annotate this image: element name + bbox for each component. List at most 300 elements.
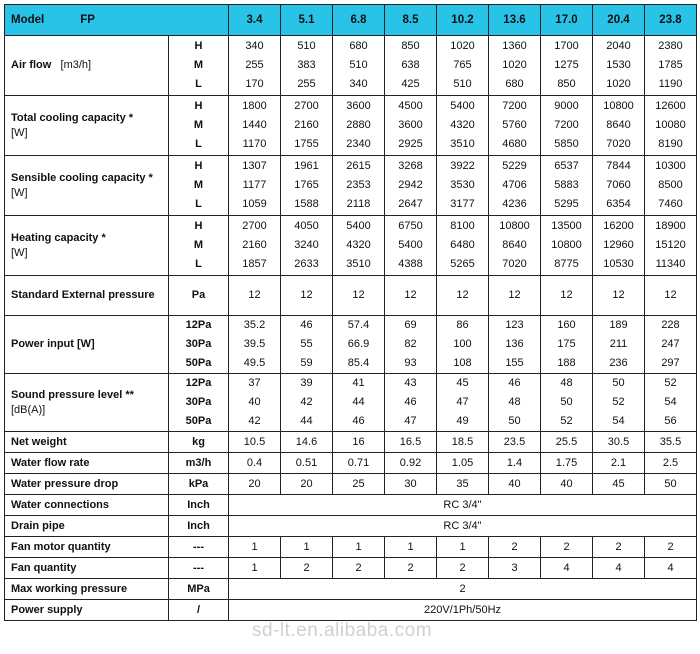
row-unit: [W] [11, 126, 28, 139]
value-cell: 3 [489, 558, 541, 579]
value: 1785 [658, 59, 683, 71]
row-label-cell [5, 156, 169, 216]
value: 3510 [450, 138, 475, 150]
value: 425 [401, 78, 420, 90]
value-cell [333, 276, 385, 316]
value-cell [229, 156, 281, 216]
value: 46 [352, 415, 365, 427]
value-cell [489, 96, 541, 156]
merged-value-cell: RC 3/4" [229, 516, 697, 537]
value-cell [281, 36, 333, 96]
row-label: Power supply [5, 600, 169, 621]
value-cell [385, 216, 437, 276]
value: 2633 [294, 258, 319, 270]
value-cell: 1 [229, 558, 281, 579]
value-cell: 1 [437, 537, 489, 558]
row-label-cell [5, 316, 169, 374]
value: 55 [300, 338, 313, 350]
row-unit: [dB(A)] [11, 403, 46, 416]
table-row [5, 316, 697, 374]
value-cell [489, 156, 541, 216]
row-label: Water flow rate [5, 453, 169, 474]
value: 10800 [551, 239, 582, 251]
value: 44 [352, 396, 365, 408]
value: 255 [297, 78, 316, 90]
value-cell [281, 316, 333, 374]
level-label: H [194, 220, 203, 232]
value: 2160 [294, 119, 319, 131]
value: 12 [612, 289, 625, 301]
value: 2160 [242, 239, 267, 251]
value-cell [385, 316, 437, 374]
row-label: Drain pipe [5, 516, 169, 537]
value-cell [489, 276, 541, 316]
value: 2615 [346, 160, 371, 172]
value: 5400 [398, 239, 423, 251]
merged-value-cell: 220V/1Ph/50Hz [229, 600, 697, 621]
value: 5883 [554, 179, 579, 191]
value: 188 [557, 357, 576, 369]
value: 6354 [606, 198, 631, 210]
value-cell: 0.4 [229, 453, 281, 474]
value-cell: 4 [541, 558, 593, 579]
value: 340 [245, 40, 264, 52]
value-cell [645, 374, 697, 432]
value: 247 [661, 338, 680, 350]
value: 59 [300, 357, 313, 369]
value-cell: 35.5 [645, 432, 697, 453]
value: 4680 [502, 138, 527, 150]
value-cell [593, 96, 645, 156]
value: 5400 [450, 100, 475, 112]
value: 35.2 [243, 319, 266, 331]
value: 52 [664, 377, 677, 389]
value: 340 [349, 78, 368, 90]
model-column-header: 3.4 [229, 5, 281, 36]
row-label: Fan quantity [5, 558, 169, 579]
value-cell: 1 [385, 537, 437, 558]
value: 4388 [398, 258, 423, 270]
value: 211 [609, 338, 628, 350]
value: 155 [505, 357, 524, 369]
value: 765 [453, 59, 472, 71]
value-cell [541, 374, 593, 432]
value-cell: 16.5 [385, 432, 437, 453]
value-cell [541, 216, 593, 276]
table-row [5, 600, 697, 621]
value-cell: 2 [437, 558, 489, 579]
value: 39 [300, 377, 313, 389]
value: 3600 [398, 119, 423, 131]
value: 1170 [242, 138, 267, 150]
value: 297 [661, 357, 680, 369]
value-cell: 1 [229, 537, 281, 558]
value: 1360 [502, 40, 527, 52]
value: 8640 [606, 119, 631, 131]
value-cell [333, 36, 385, 96]
value-cell: 2 [593, 537, 645, 558]
value: 2942 [398, 179, 423, 191]
value-cell [489, 316, 541, 374]
value: 37 [248, 377, 261, 389]
watermark: sd-lt.en.alibaba.com [252, 620, 433, 641]
table-row [5, 453, 697, 474]
value: 2925 [398, 138, 423, 150]
value: 136 [505, 338, 524, 350]
value: 638 [401, 59, 420, 71]
unit-cell: kPa [169, 474, 229, 495]
model-column-header: 6.8 [333, 5, 385, 36]
merged-value-cell: 2 [229, 579, 697, 600]
value: 2880 [346, 119, 371, 131]
value: 46 [508, 377, 521, 389]
value: 52 [612, 396, 625, 408]
model-column-header: 20.4 [593, 5, 645, 36]
level-cell [169, 156, 229, 216]
value: 7020 [502, 258, 527, 270]
value: 2700 [294, 100, 319, 112]
table-row [5, 276, 697, 316]
value-cell [541, 316, 593, 374]
value: 2380 [658, 40, 683, 52]
value: 850 [401, 40, 420, 52]
row-label: Total cooling capacity * [11, 111, 134, 124]
value: 8500 [658, 179, 683, 191]
row-unit: [m3/h] [60, 59, 92, 71]
value: 1059 [242, 198, 267, 210]
value: 1440 [242, 119, 267, 131]
value-cell [333, 316, 385, 374]
value-cell: 40 [541, 474, 593, 495]
level-cell [169, 276, 229, 316]
value-cell: 2.1 [593, 453, 645, 474]
value: 10300 [655, 160, 686, 172]
level-cell [169, 96, 229, 156]
value: 10080 [655, 119, 686, 131]
value-cell [281, 276, 333, 316]
table-row [5, 96, 697, 156]
spec-table-container [4, 4, 694, 641]
table-row [5, 558, 697, 579]
row-label: Water pressure drop [5, 474, 169, 495]
value: 1755 [294, 138, 319, 150]
value: 44 [300, 415, 313, 427]
row-label: Standard External pressure [11, 289, 155, 301]
value-cell: 14.6 [281, 432, 333, 453]
value-cell [385, 276, 437, 316]
value: 5265 [450, 258, 475, 270]
value: 175 [557, 338, 576, 350]
value-cell [645, 216, 697, 276]
value: 12 [352, 289, 365, 301]
row-label: Air flow [11, 59, 52, 71]
value: 13500 [551, 220, 582, 232]
value: 9000 [554, 100, 579, 112]
value: 1307 [242, 160, 267, 172]
value: 7200 [502, 100, 527, 112]
value: 1800 [242, 100, 267, 112]
level-label: 30Pa [185, 338, 212, 350]
value: 236 [609, 357, 628, 369]
value-cell: 2 [645, 537, 697, 558]
value-cell: 0.71 [333, 453, 385, 474]
value: 49 [456, 415, 469, 427]
table-row [5, 216, 697, 276]
value: 2040 [606, 40, 631, 52]
row-label: Sensible cooling capacity * [11, 171, 153, 184]
value-cell [437, 156, 489, 216]
value-cell: 25 [333, 474, 385, 495]
row-label: Water connections [5, 495, 169, 516]
value: 42 [300, 396, 313, 408]
value: 255 [245, 59, 264, 71]
row-label-cell [5, 276, 169, 316]
unit-cell: kg [169, 432, 229, 453]
value-cell [593, 216, 645, 276]
value: 47 [404, 415, 417, 427]
value: 5229 [502, 160, 527, 172]
value: 42 [248, 415, 261, 427]
value-cell: 25.5 [541, 432, 593, 453]
value: 12 [456, 289, 469, 301]
value: 7460 [658, 198, 683, 210]
unit-cell: / [169, 600, 229, 621]
model-column-header: 17.0 [541, 5, 593, 36]
value-cell [437, 374, 489, 432]
value-cell [229, 276, 281, 316]
value-cell: 35 [437, 474, 489, 495]
specification-table [4, 4, 697, 621]
value-cell: 23.5 [489, 432, 541, 453]
model-column-header: 13.6 [489, 5, 541, 36]
value: 16200 [603, 220, 634, 232]
value: 5760 [502, 119, 527, 131]
level-label: 50Pa [185, 357, 212, 369]
value: 5850 [554, 138, 579, 150]
value: 1530 [606, 59, 631, 71]
level-label: H [194, 100, 203, 112]
value-cell: 0.92 [385, 453, 437, 474]
merged-value-cell: RC 3/4" [229, 495, 697, 516]
model-column-header: 5.1 [281, 5, 333, 36]
value: 510 [297, 40, 316, 52]
value: 108 [453, 357, 472, 369]
unit-cell: MPa [169, 579, 229, 600]
value: 7200 [554, 119, 579, 131]
unit-cell: Inch [169, 516, 229, 537]
value: 10530 [603, 258, 634, 270]
value: 54 [664, 396, 677, 408]
value-cell: 20 [281, 474, 333, 495]
model-column-header: 23.8 [645, 5, 697, 36]
value: 50 [508, 415, 521, 427]
value-cell [593, 156, 645, 216]
value-cell [645, 96, 697, 156]
value: 18900 [655, 220, 686, 232]
model-header-cell [5, 5, 229, 36]
value-cell [645, 316, 697, 374]
value: 4320 [450, 119, 475, 131]
value: 680 [505, 78, 524, 90]
value: 46 [300, 319, 313, 331]
level-label: 30Pa [185, 396, 212, 408]
level-label: M [193, 119, 204, 131]
value-cell [385, 36, 437, 96]
value-cell: 40 [489, 474, 541, 495]
value-cell [333, 96, 385, 156]
value: 11340 [655, 258, 686, 270]
value: 48 [560, 377, 573, 389]
value: 510 [349, 59, 368, 71]
value: 3240 [294, 239, 319, 251]
value: 50 [560, 396, 573, 408]
fp-label: FP [80, 14, 95, 26]
row-label: Heating capacity * [11, 231, 106, 244]
value-cell: 2 [281, 558, 333, 579]
level-label: 12Pa [185, 319, 212, 331]
level-label: L [195, 258, 202, 270]
value: 8190 [658, 138, 683, 150]
value: 10800 [603, 100, 634, 112]
unit-cell: Inch [169, 495, 229, 516]
value: 47 [456, 396, 469, 408]
value: 48 [508, 396, 521, 408]
value: 86 [456, 319, 469, 331]
value: 5295 [554, 198, 579, 210]
level-label: Pa [191, 289, 206, 301]
value-cell [593, 316, 645, 374]
value-cell: 0.51 [281, 453, 333, 474]
value: 49.5 [243, 357, 266, 369]
value: 12960 [603, 239, 634, 251]
table-row [5, 516, 697, 537]
value: 6750 [398, 220, 423, 232]
value: 850 [557, 78, 576, 90]
value: 3510 [346, 258, 371, 270]
value: 46 [404, 396, 417, 408]
value: 43 [404, 377, 417, 389]
value-cell [541, 156, 593, 216]
level-label: 50Pa [185, 415, 212, 427]
level-label: L [195, 198, 202, 210]
value: 1857 [242, 258, 267, 270]
table-row [5, 156, 697, 216]
value-cell: 1.4 [489, 453, 541, 474]
value-cell: 30.5 [593, 432, 645, 453]
value-cell [645, 36, 697, 96]
value: 4706 [502, 179, 527, 191]
value: 7020 [606, 138, 631, 150]
unit-cell: --- [169, 537, 229, 558]
value-cell [645, 156, 697, 216]
value-cell: 2 [541, 537, 593, 558]
value: 85.4 [347, 357, 370, 369]
value: 228 [661, 319, 680, 331]
value: 12 [560, 289, 573, 301]
value-cell: 2 [489, 537, 541, 558]
value: 52 [560, 415, 573, 427]
value-cell: 2 [333, 558, 385, 579]
value: 4500 [398, 100, 423, 112]
row-unit: [W] [11, 186, 28, 199]
level-cell [169, 216, 229, 276]
value-cell [229, 374, 281, 432]
row-label: Net weight [5, 432, 169, 453]
value: 82 [404, 338, 417, 350]
row-label: Max working pressure [5, 579, 169, 600]
value: 5400 [346, 220, 371, 232]
row-label: Fan motor quantity [5, 537, 169, 558]
value-cell: 1.75 [541, 453, 593, 474]
header-row [5, 5, 697, 36]
level-label: H [194, 40, 203, 52]
value: 170 [245, 78, 264, 90]
value: 4320 [346, 239, 371, 251]
value-cell [385, 156, 437, 216]
value: 1961 [294, 160, 319, 172]
value-cell [541, 36, 593, 96]
value: 3268 [398, 160, 423, 172]
row-label-cell [5, 374, 169, 432]
value: 69 [404, 319, 417, 331]
value: 383 [297, 59, 316, 71]
value: 57.4 [347, 319, 370, 331]
value: 1177 [242, 179, 267, 191]
level-cell [169, 36, 229, 96]
row-label-cell [5, 216, 169, 276]
value-cell [489, 216, 541, 276]
level-label: M [193, 239, 204, 251]
value-cell [333, 374, 385, 432]
value: 7844 [606, 160, 631, 172]
value-cell: 2 [385, 558, 437, 579]
unit-cell: m3/h [169, 453, 229, 474]
value-cell [385, 374, 437, 432]
table-row [5, 474, 697, 495]
value: 8100 [450, 220, 475, 232]
table-row [5, 374, 697, 432]
value: 1020 [606, 78, 631, 90]
value: 4050 [294, 220, 319, 232]
value-cell [281, 96, 333, 156]
value: 100 [453, 338, 472, 350]
level-cell [169, 316, 229, 374]
value: 510 [453, 78, 472, 90]
value-cell: 45 [593, 474, 645, 495]
value: 40 [248, 396, 261, 408]
value-cell: 10.5 [229, 432, 281, 453]
value-cell [489, 374, 541, 432]
value-cell [333, 216, 385, 276]
unit-cell: --- [169, 558, 229, 579]
value: 45 [456, 377, 469, 389]
value: 6480 [450, 239, 475, 251]
level-label: M [193, 59, 204, 71]
value: 189 [609, 319, 628, 331]
table-row [5, 537, 697, 558]
value: 3922 [450, 160, 475, 172]
value: 12 [664, 289, 677, 301]
value: 1765 [294, 179, 319, 191]
value-cell [437, 36, 489, 96]
value: 12 [248, 289, 261, 301]
value: 4236 [502, 198, 527, 210]
model-column-header: 10.2 [437, 5, 489, 36]
value-cell: 20 [229, 474, 281, 495]
value-cell [437, 276, 489, 316]
value: 54 [612, 415, 625, 427]
value: 1020 [450, 40, 475, 52]
